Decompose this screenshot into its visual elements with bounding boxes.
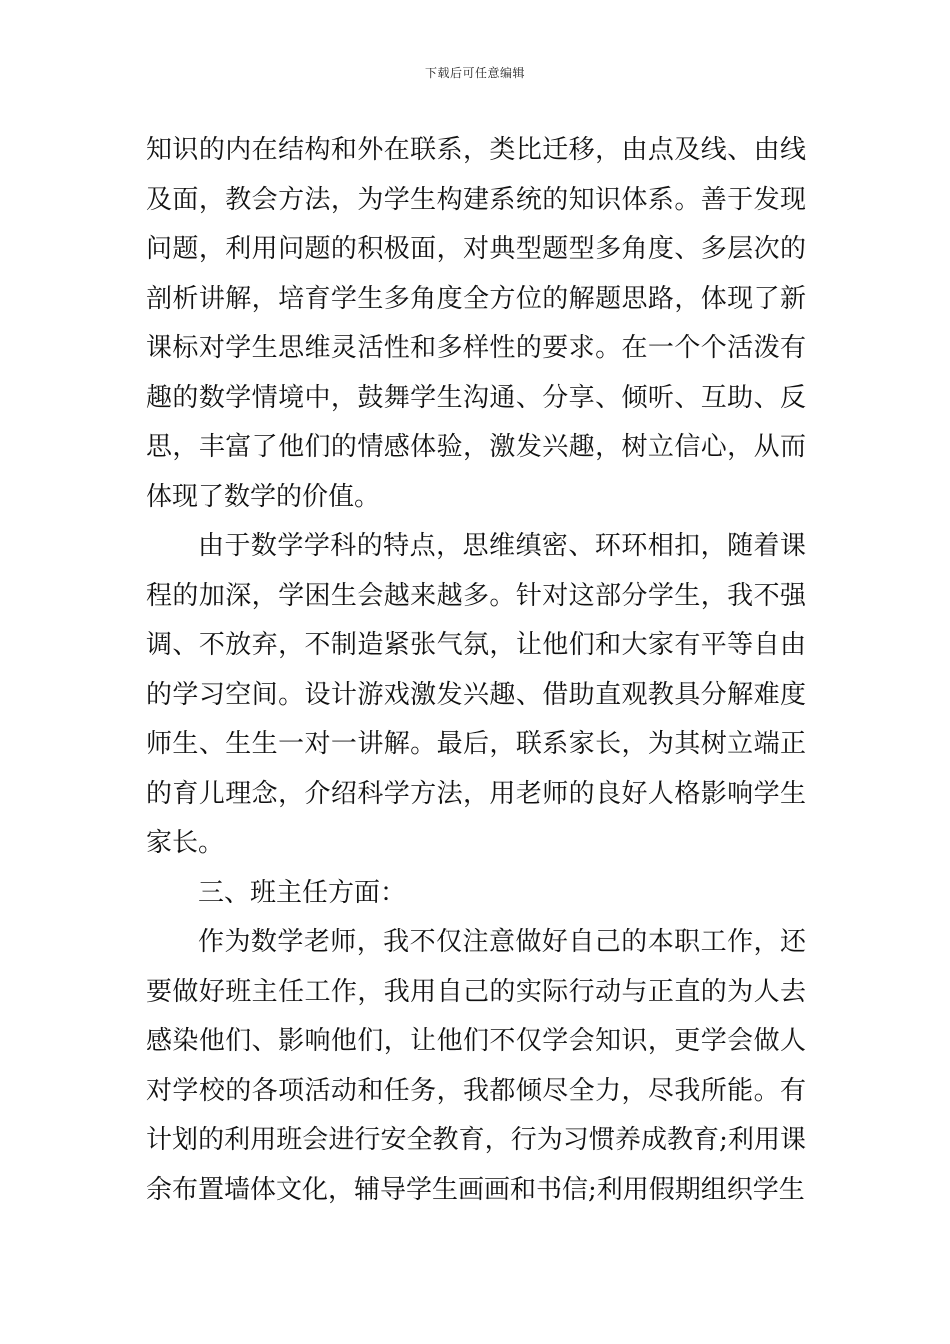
paragraph-continuation: 知识的内在结构和外在联系，类比迁移，由点及线、由线及面，教会方法，为学生构建系统的知识体系。善于发现问题，利用问题的积极面，对典型题型多角度、多层次的剖析讲解，培育学生多角度全方位的解题思路，体现了新课标对学生思维灵活性和多样性的要求。在一个个活泼有趣的数学情境中，鼓舞学生沟通、分享、倾听、互助、反思，丰富了他们的情感体验，激发兴趣，树立信心，从而体现了数学的价值。 <box>146 135 806 512</box>
paragraph-class-teacher-work: 作为数学老师，我不仅注意做好自己的本职工作，还要做好班主任工作，我用自己的实际行动与正直的为人去感染他们、影响他们，让他们不仅学会知识，更学会做人对学校的各项活动和任务，我都倾尽全力，尽我所能。有计划的利用班会进行安全教育，行为习惯养成教育;利用课余布置墙体文化，辅导学生画画和书信;利用假期组织学生 <box>146 927 806 1205</box>
document-body <box>146 126 806 1215</box>
section-heading-class-teacher: 三、班主任方面： <box>198 877 407 908</box>
page-header: 下载后可任意编辑 <box>424 66 525 80</box>
paragraph-struggling-students: 由于数学学科的特点，思维缜密、环环相扣，随着课程的加深，学困生会越来越多。针对这部分学生，我不强调、不放弃，不制造紧张气氛，让他们和大家有平等自由的学习空间。设计游戏激发兴趣、借助直观教具分解难度师生、生生一对一讲解。最后，联系家长，为其树立端正的育儿理念，介绍科学方法，用老师的良好人格影响学生家长。 <box>146 531 806 858</box>
